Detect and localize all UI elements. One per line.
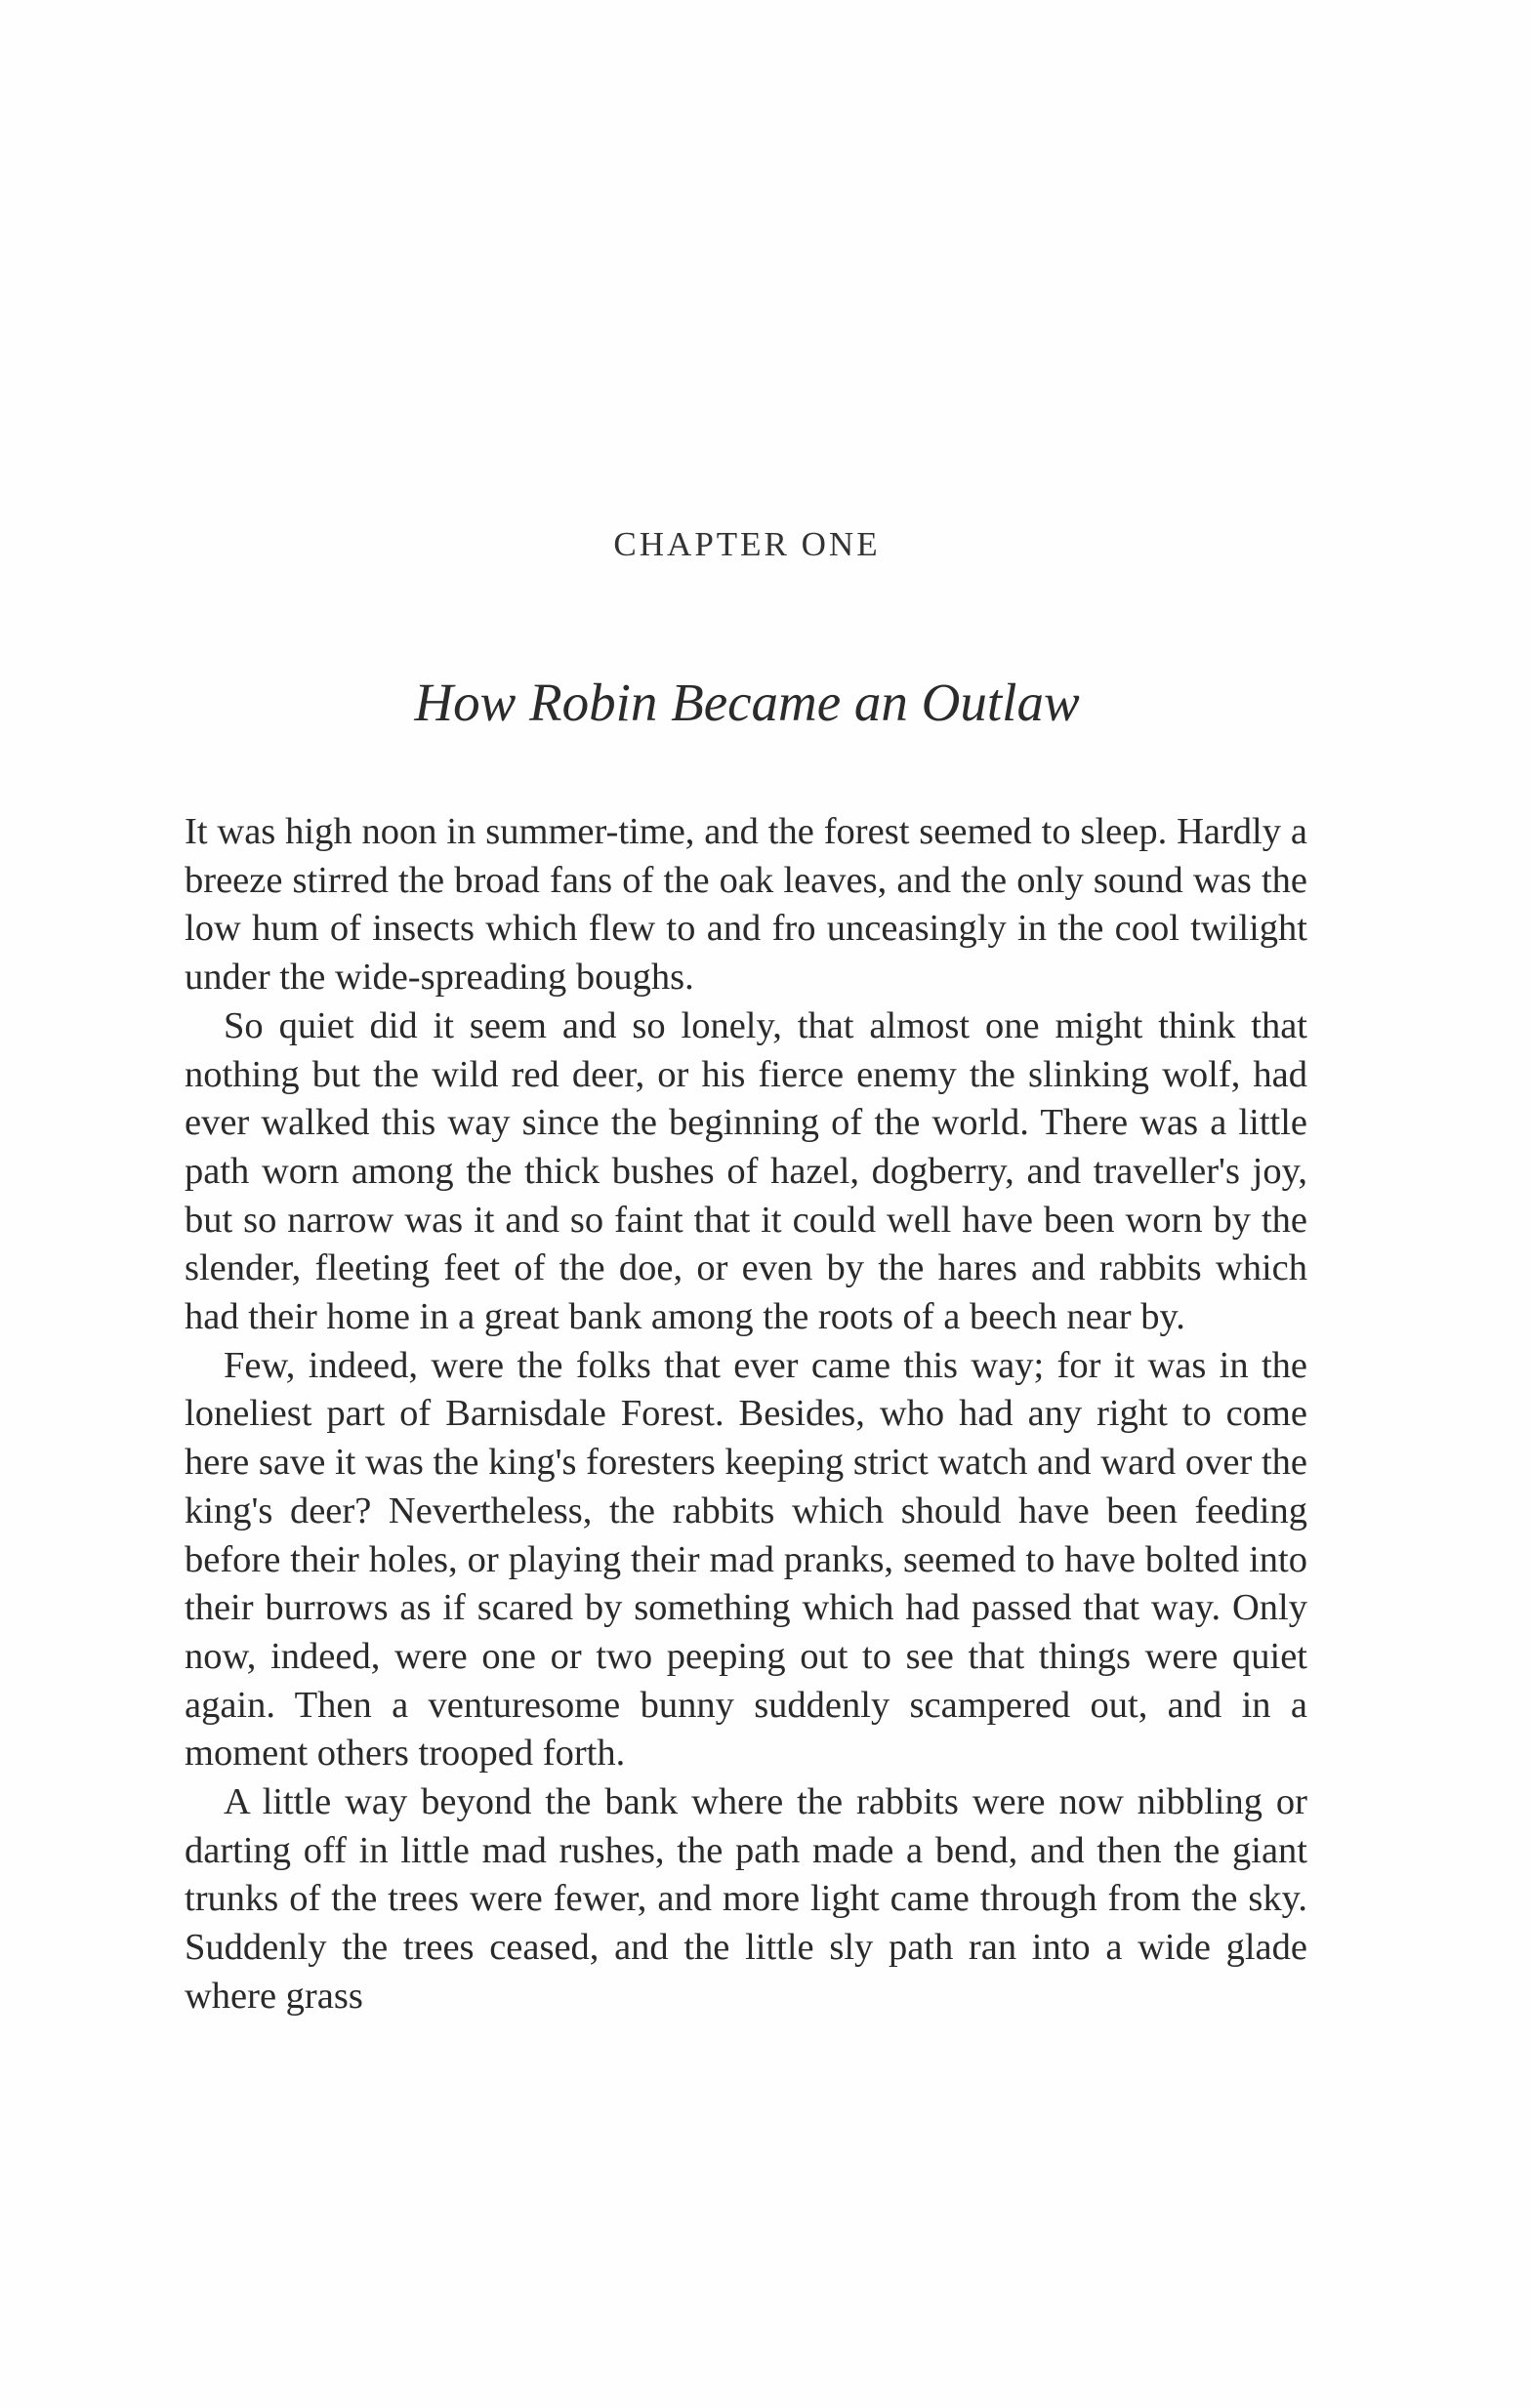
chapter-title: How Robin Became an Outlaw — [414, 673, 1080, 732]
paragraph-3: Few, indeed, were the folks that ever came this way; for it was in the loneliest part of Barnisdale Forest. Besides, who had any right to come here save it was the king's foresters keeping strict watch and ward over the king's deer? Nevertheless, the rabbits which should have been feeding before their holes, or playing their mad pranks, seemed to have bolted into their burrows as if scared by something which had passed that way. Only now, indeed, were one or two peeping out to see that things were quiet again. Then a venturesome bunny suddenly scampered out, and in a moment others trooped forth. — [185, 1344, 1307, 1775]
paragraph-4: A little way beyond the bank where the rabbits were now nibbling or darting off in little mad rushes, the path made a bend, and then the giant trunks of the trees were fewer, and more light came through from the sky. Suddenly the trees ceased, and the little sly path ran into a wide glade where grass — [185, 1781, 1307, 2017]
paragraph-2: So quiet did it seem and so lonely, that almost one might think that nothing but the wild red deer, or his fierce enemy the slinking wolf, had ever walked this way since the beginning of the world. There was a little path worn among the thick bushes of hazel, dogberry, and traveller's joy, but so narrow was it and so faint that it could well have been worn by the slender, fleeting feet of the doe, or even by the hares and rabbits which had their home in a great bank among the roots of a beech near by. — [185, 1004, 1307, 1338]
paragraph-1: It was high noon in summer-time, and the forest seemed to sleep. Hardly a breeze stirred the broad fans of the oak leaves, and the only sound was the low hum of insects which flew to and fro unceasingly in the cool twilight under the wide-spreading boughs. — [185, 811, 1307, 999]
chapter-number: CHAPTER ONE — [613, 525, 881, 563]
chapter-body — [185, 808, 1307, 2021]
